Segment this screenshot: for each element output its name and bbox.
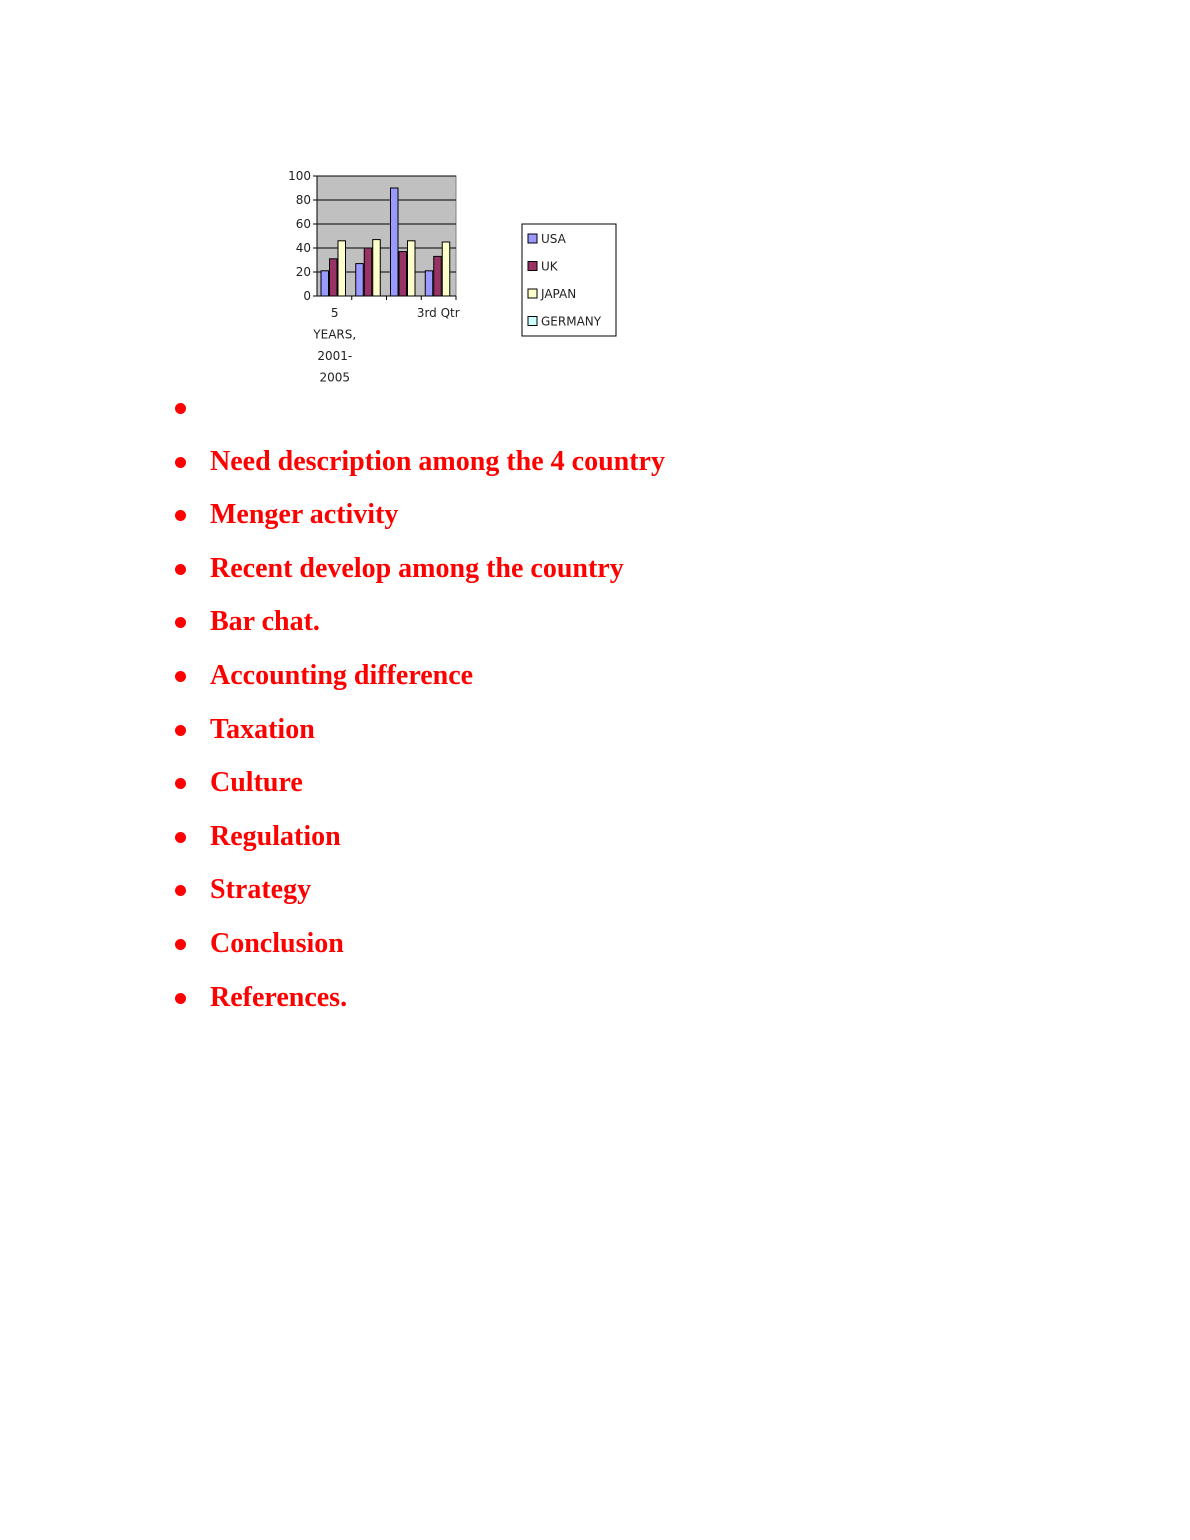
bullet-dot-icon (175, 510, 186, 521)
bullet-dot-icon (175, 885, 186, 896)
y-tick-label: 40 (295, 241, 311, 255)
bar-usa (356, 264, 364, 296)
bullet-item (160, 551, 665, 605)
bullet-text: Regulation (210, 820, 341, 852)
bullet-text: Bar chat. (210, 606, 320, 638)
bullet-item (160, 926, 665, 980)
legend-entry: JAPAN (541, 287, 577, 301)
legend-entry: GERMANY (541, 314, 602, 329)
x-category-label: 5 (330, 306, 339, 320)
bullet-text: Strategy (210, 874, 312, 906)
bullet-dot-icon (175, 778, 186, 789)
y-tick-label: 100 (288, 169, 311, 183)
legend-swatch-icon (528, 234, 537, 243)
bullet-item (160, 819, 665, 873)
bar-uk (330, 259, 338, 296)
bullet-text: References. (210, 981, 348, 1013)
bullet-item (160, 604, 665, 658)
bar-uk (399, 252, 407, 296)
legend-swatch-icon (528, 317, 537, 326)
bullet-text: Menger activity (210, 499, 399, 531)
bullet-dot-icon (175, 725, 186, 736)
bullet-item (160, 658, 665, 712)
bullet-text: Conclusion (210, 927, 344, 959)
x-category-label: 2001- (317, 349, 353, 363)
y-tick-label: 0 (303, 289, 311, 303)
bullet-dot-icon (175, 832, 186, 843)
bullet-dot-icon (175, 617, 186, 628)
bullet-dot-icon (175, 993, 186, 1004)
bullet-item (160, 765, 665, 819)
y-tick-label: 20 (295, 265, 311, 279)
x-category-label: 3rd Qtr (416, 306, 460, 320)
bullet-text: Taxation (210, 713, 315, 745)
x-category-label: 2005 (319, 370, 351, 385)
bar-usa (391, 188, 399, 296)
bullet-dot-icon (175, 671, 186, 682)
bullet-dot-icon (175, 939, 186, 950)
x-category-label: YEARS, (313, 327, 357, 342)
bar-usa (425, 271, 433, 296)
bar-japan (408, 241, 416, 296)
bar-usa (321, 271, 329, 296)
bar-japan (338, 241, 346, 296)
bullet-dot-icon (175, 403, 186, 414)
bullet-dot-icon (175, 457, 186, 468)
bullet-item (160, 980, 665, 1034)
bullet-dot-icon (175, 564, 186, 575)
bar-japan (373, 240, 381, 296)
bullet-text: Culture (210, 767, 303, 799)
y-tick-label: 80 (295, 193, 311, 207)
bar-japan (442, 242, 450, 296)
y-tick-label: 60 (295, 217, 311, 231)
bullet-text: Need description among the 4 country (210, 445, 665, 477)
bullet-text: Recent develop among the country (210, 552, 624, 584)
legend-entry: USA (541, 232, 566, 246)
bar-chart (276, 160, 636, 395)
legend-swatch-icon (528, 289, 537, 298)
bar-uk (434, 256, 442, 296)
legend-swatch-icon (528, 262, 537, 271)
bullet-list (160, 390, 665, 1033)
legend-entry: UK (541, 259, 558, 274)
bullet-item (160, 872, 665, 926)
bullet-text: Accounting difference (210, 659, 474, 691)
bullet-item (160, 444, 665, 498)
bullet-item (160, 390, 665, 444)
bullet-item (160, 497, 665, 551)
bullet-item (160, 712, 665, 766)
bar-uk (364, 248, 372, 296)
